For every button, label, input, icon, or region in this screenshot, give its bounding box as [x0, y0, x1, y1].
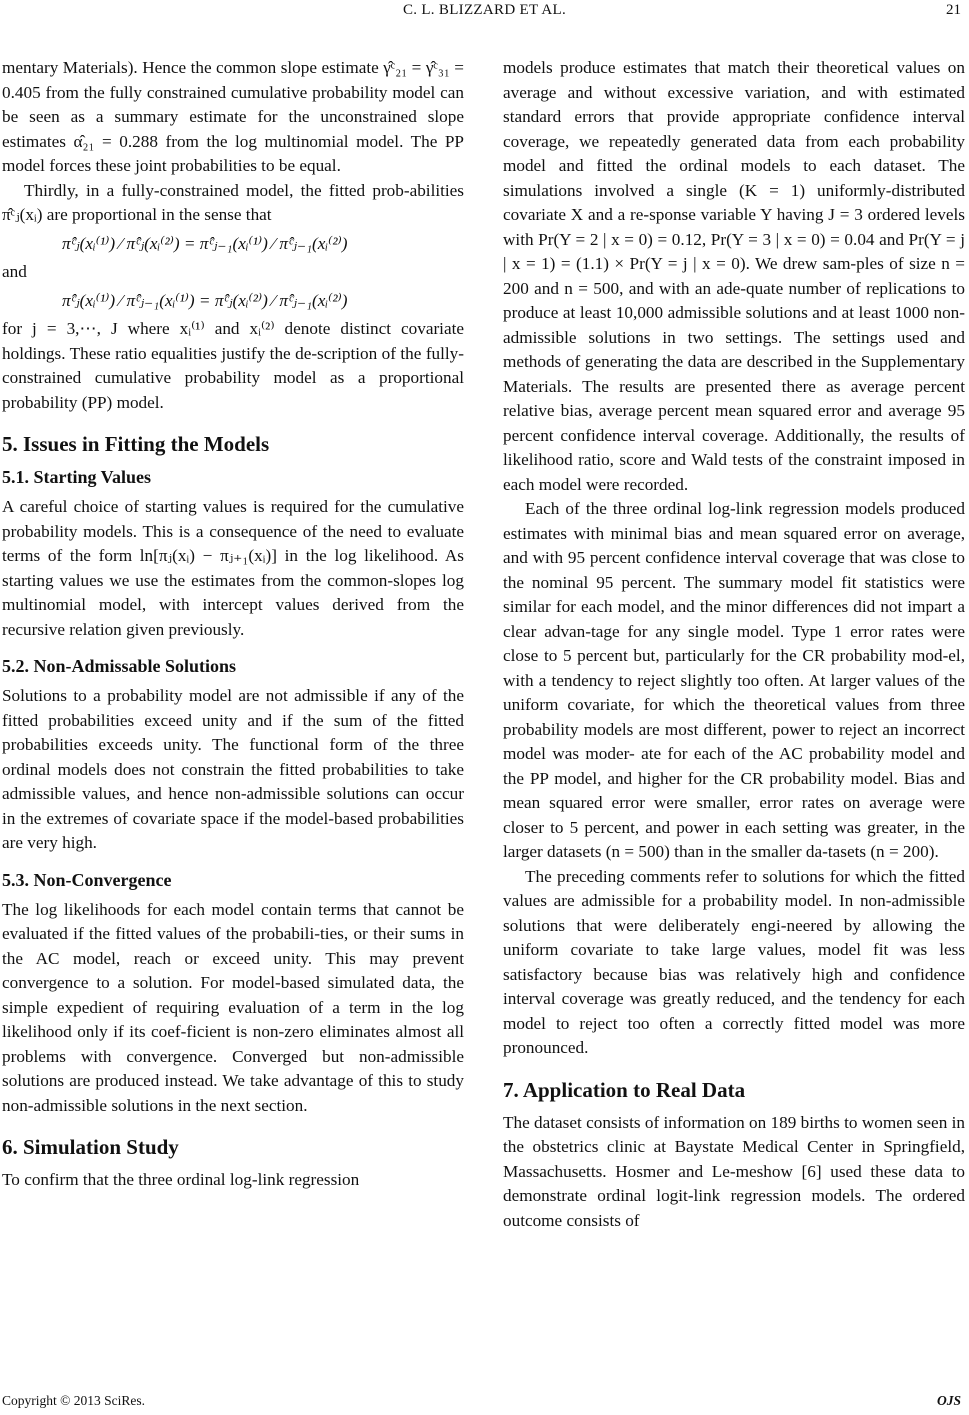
copyright-notice: Copyright © 2013 SciRes.	[2, 1393, 146, 1408]
page-number: 21	[946, 2, 961, 18]
section-heading: 5. Issues in Fitting the Models	[2, 432, 270, 456]
paragraph: Thirdly, in a fully-constrained model, the fitted prob-abilities π̂ᶜⱼ(xᵢ) are proportional in the sense that	[2, 180, 464, 224]
equation-1: π̂ᶜⱼ(xᵢ⁽¹⁾) ⁄ π̂ᶜⱼ(xᵢ⁽²⁾) = π̂ᶜⱼ₋₁(xᵢ⁽¹⁾) ⁄ π̂ᶜⱼ₋₁(xᵢ⁽²⁾)	[62, 233, 348, 253]
paragraph: The log likelihoods for each model contain terms that cannot be evaluated if the fitted values of the probabili-ties, or their sums in the AC model, reach or exceed unity. This may prevent convergence to a solution. For model-based simulated data, the simple expedient of requiring evaluation of a term in the log likelihood only if its coef-ficient is non-zero eliminates almost all problems with convergence. Converged but non-admissible solutions are produced instead. We take advantage of this to study non-admissible solutions in the next section.	[2, 899, 464, 1115]
subsection-heading: 5.3. Non-Convergence	[2, 869, 172, 890]
section-heading: 7. Application to Real Data	[503, 1077, 746, 1102]
paragraph: Solutions to a probability model are not admissible if any of the fitted probabilities exceed unity and if the sum of the fitted probabilities exceeds unity. The functional form of the three ordinal models does not constrain the fitted probabilities to take admissible values, and hence non-admissible solutions can occur in the extremes of covariate space if the model-based probabilities are very high.	[2, 686, 464, 852]
subsection-heading: 5.2. Non-Admissable Solutions	[2, 656, 237, 676]
left-column	[2, 56, 464, 1193]
paragraph: The preceding comments refer to solutions for which the fitted values are admissible for a probability model. In non-admissible solutions that were deliberately engi-neered by allowing the uniform covariate to take large values, model fit was less satisfactory because bias was relatively high and confidence interval coverage was greatly reduced, and the tendency for each model to reject too often a correctly fitted model was more pronounced.	[503, 866, 965, 1057]
connector-text: and	[2, 262, 27, 281]
paragraph: Each of the three ordinal log-link regression models produced estimates with minimal bias and mean squared error on average, and with 95 percent confidence interval coverage that was close to the nominal 95 percent. The summary model fit statistics were similar for each model, and the minor differences did not impart a clear advan-tage for any single model. Type 1 error rates were close to 5 percent but, particularly for the CR probability mod-el, with a tendency to reject slightly too often. At larger values of the uniform covariate, for which the theoretical values from three probability models are most different, power to reject an incorrect model was moder- ate for each of the AC probability model and the PP model, and higher for the CR probability model. Bias and mean squared error were smaller, error rates on average were closer to 5 percent, and power in each setting was greater, in the larger datasets (n = 500) than in the smaller da-tasets (n = 200).	[503, 499, 965, 861]
paragraph: To confirm that the three ordinal log-link regression	[2, 1170, 360, 1189]
paragraph: models produce estimates that match their theoretical values on average and without excessive variation, and with estimated standard errors that provide appropriate confidence interval coverage, we repeatedly generated data from each probability model and fitted the ordinal models to each dataset. The simulations involved a single (K = 1) uniformly-distributed covariate X and a re-sponse variable Y having J = 3 ordered levels with Pr(Y = 2 | x = 0) = 0.12, Pr(Y = 3 | x = 0) = 0.04 and Pr(Y = j | x = 1) = (1.1) × Pr(Y = j | x = 0). We drew sam-ples of size n = 200 and n = 500, and with an ade-quate number of replications to produce at least 10,000 admissible solutions and at least 1000 non-admissible solutions in two settings. The settings used and methods of generating the data are described in the Supplementary Materials. The results are presented there as average percent relative bias, average percent mean squared error and average 95 percent confidence interval coverage. Additionally, the results of likelihood ratio, score and Wald tests of the constraint imposed in each model were recorded.	[503, 58, 965, 494]
section-heading: 6. Simulation Study	[2, 1135, 179, 1159]
paragraph: The dataset consists of information on 189 births to women seen in the obstetrics clinic at Baystate Medical Center in Springfield, Massachusetts. Hosmer and Le-meshow [6] used these data to demonstrate ordinal logit-link regression models. The ordered outcome consists of	[503, 1112, 965, 1230]
journal-abbreviation: OJS	[936, 1393, 961, 1408]
running-head: C. L. BLIZZARD ET AL.	[402, 2, 567, 18]
paragraph: for j = 3,⋯, J where xᵢ⁽¹⁾ and xᵢ⁽²⁾ denote distinct covariate holdings. These ratio equalities justify the de-scription of the fully-constrained cumulative probability model as a proportional probability (PP) model.	[2, 319, 464, 412]
paragraph: A careful choice of starting values is required for the cumulative probability models. This is a consequence of the need to evaluate terms of the form ln[πⱼ(xᵢ) − πⱼ₊₁(xᵢ)] in the log likelihood. As starting values we use the estimates from the common-slopes log multinomial model, with intercept values derived from the recursive relation given previously.	[2, 497, 464, 639]
page-header	[0, 2, 969, 26]
equation-2: π̂ᶜⱼ(xᵢ⁽¹⁾) ⁄ π̂ᶜⱼ₋₁(xᵢ⁽¹⁾) = π̂ᶜⱼ(xᵢ⁽²⁾) ⁄ π̂ᶜⱼ₋₁(xᵢ⁽²⁾)	[62, 290, 348, 310]
subsection-heading: 5.1. Starting Values	[2, 467, 152, 487]
paragraph: mentary Materials). Hence the common slope estimate γ̂ᶜ₂₁ = γ̂ᶜ₃₁ = 0.405 from the fully constrained cumulative probability model can be seen as a summary estimate for the unconstrained slope estimates α̂₂₁ = 0.288 from the log multinomial model. The PP model forces these joint probabilities to be equal.	[2, 58, 464, 175]
page-footer	[0, 1393, 969, 1413]
right-column	[503, 56, 965, 1233]
